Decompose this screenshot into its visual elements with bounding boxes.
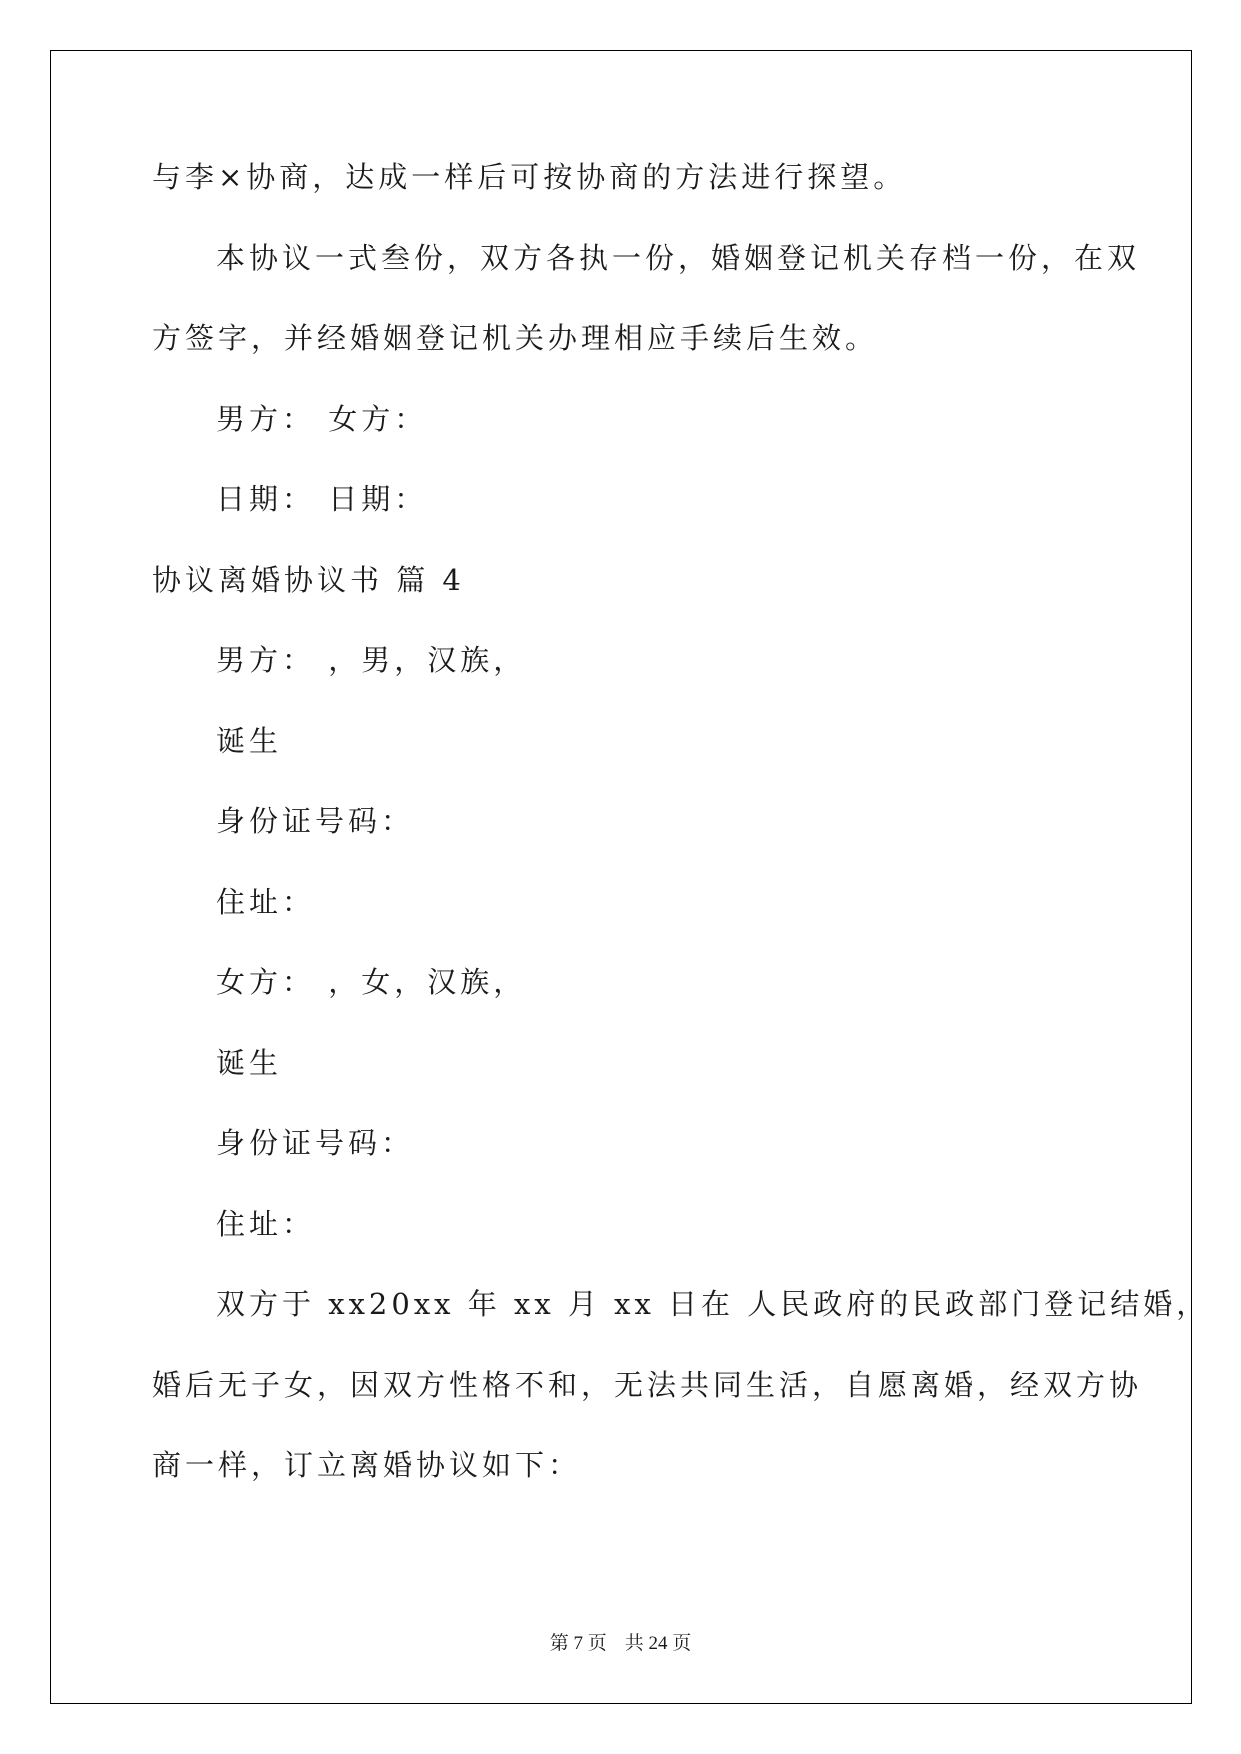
female-birth-line: 诞生 bbox=[216, 1046, 283, 1080]
paragraph-line: 婚后无子女，因双方性格不和，无法共同生活，自愿离婚，经双方协 bbox=[152, 1368, 1143, 1402]
paragraph-line: 与李×协商，达成一样后可按协商的方法进行探望。 bbox=[152, 160, 907, 194]
female-id-line: 身份证号码： bbox=[216, 1126, 415, 1160]
male-id-line: 身份证号码： bbox=[216, 804, 415, 838]
paragraph-line: 商一样，订立离婚协议如下： bbox=[152, 1448, 582, 1482]
male-party-line: 男方： ，男，汉族， bbox=[216, 643, 527, 677]
page-number: 第 7 页 bbox=[549, 1633, 607, 1654]
section-heading: 协议离婚协议书 篇 4 bbox=[152, 563, 465, 597]
signature-line-dates: 日期： 日期： bbox=[216, 482, 428, 516]
paragraph-line: 方签字，并经婚姻登记机关办理相应手续后生效。 bbox=[152, 321, 879, 355]
female-party-line: 女方： ，女，汉族， bbox=[216, 965, 527, 999]
page-footer bbox=[0, 1632, 1241, 1656]
paragraph-line: 本协议一式叁份，双方各执一份，婚姻登记机关存档一份，在双 bbox=[216, 241, 1141, 275]
page-total: 共 24 页 bbox=[624, 1633, 692, 1654]
male-birth-line: 诞生 bbox=[216, 724, 283, 758]
female-address-line: 住址： bbox=[216, 1207, 316, 1241]
signature-line-parties: 男方： 女方： bbox=[216, 402, 428, 436]
male-address-line: 住址： bbox=[216, 885, 316, 919]
paragraph-line: 双方于 xx20xx 年 xx 月 xx 日在 人民政府的民政部门登记结婚， bbox=[216, 1287, 1210, 1321]
